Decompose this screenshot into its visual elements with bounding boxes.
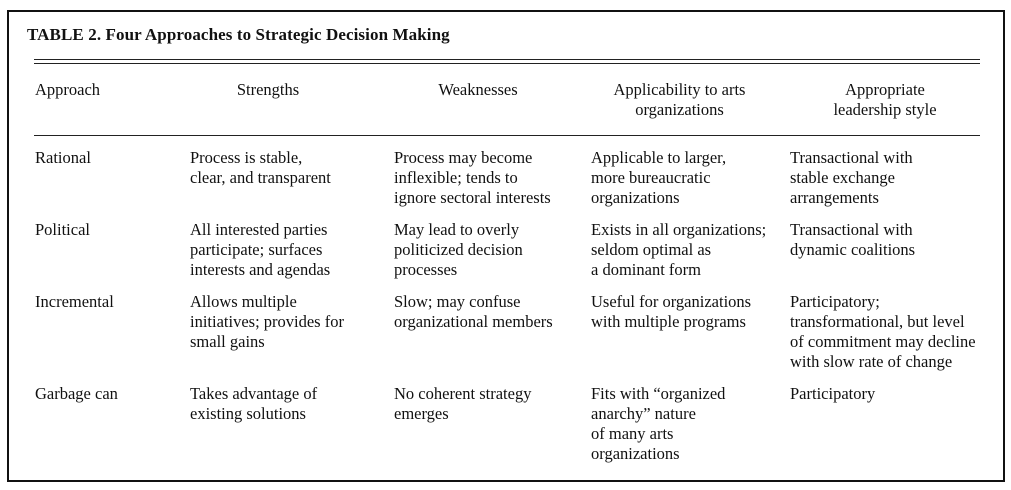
row-political-applicability: Exists in all organizations; seldom optimal as a dominant form	[591, 220, 767, 279]
row-rational-strengths: Process is stable, clear, and transparent	[190, 148, 331, 187]
row-rational-approach: Rational	[35, 148, 91, 167]
header-strengths: Strengths	[236, 80, 300, 99]
row-incremental-weaknesses: Slow; may confuse organizational members	[394, 292, 553, 331]
row-incremental-applicability: Useful for organizations with multiple programs	[591, 292, 752, 331]
row-rational-weaknesses: Process may become inflexible; tends to ignore sectoral interests	[394, 148, 551, 207]
row-garbage-can-strengths: Takes advantage of existing solutions	[190, 384, 318, 423]
row-rational-applicability: Applicable to larger, more bureaucratic organizations	[591, 148, 727, 207]
table-title: TABLE 2. Four Approaches to Strategic Decision Making	[27, 25, 450, 44]
row-political-strengths: All interested parties participate; surfaces interests and agendas	[190, 220, 331, 279]
row-garbage-can-weaknesses: No coherent strategy emerges	[394, 384, 532, 423]
row-incremental-leadership: Participatory; transformational, but level of commitment may decline with slow rate of change	[790, 292, 976, 371]
header-weaknesses: Weaknesses	[438, 80, 518, 99]
row-rational-leadership: Transactional with stable exchange arrangements	[790, 148, 913, 207]
row-garbage-can-applicability: Fits with “organized anarchy” nature of many arts organizations	[591, 384, 726, 463]
header-bottom-rule	[34, 135, 980, 136]
row-garbage-can-leadership: Participatory	[790, 384, 876, 403]
row-political-leadership: Transactional with dynamic coalitions	[790, 220, 916, 259]
header-leadership: Appropriate leadership style	[833, 80, 937, 119]
header-applicability: Applicability to arts organizations	[613, 80, 746, 119]
row-political-weaknesses: May lead to overly politicized decision processes	[394, 220, 523, 279]
row-political-approach: Political	[35, 220, 90, 239]
row-incremental-approach: Incremental	[35, 292, 114, 311]
row-garbage-can-approach: Garbage can	[35, 384, 118, 403]
row-incremental-strengths: Allows multiple initiatives; provides for small gains	[190, 292, 344, 351]
header-top-rule	[34, 59, 980, 60]
header-top-rule-second	[34, 63, 980, 64]
header-approach: Approach	[35, 80, 101, 99]
